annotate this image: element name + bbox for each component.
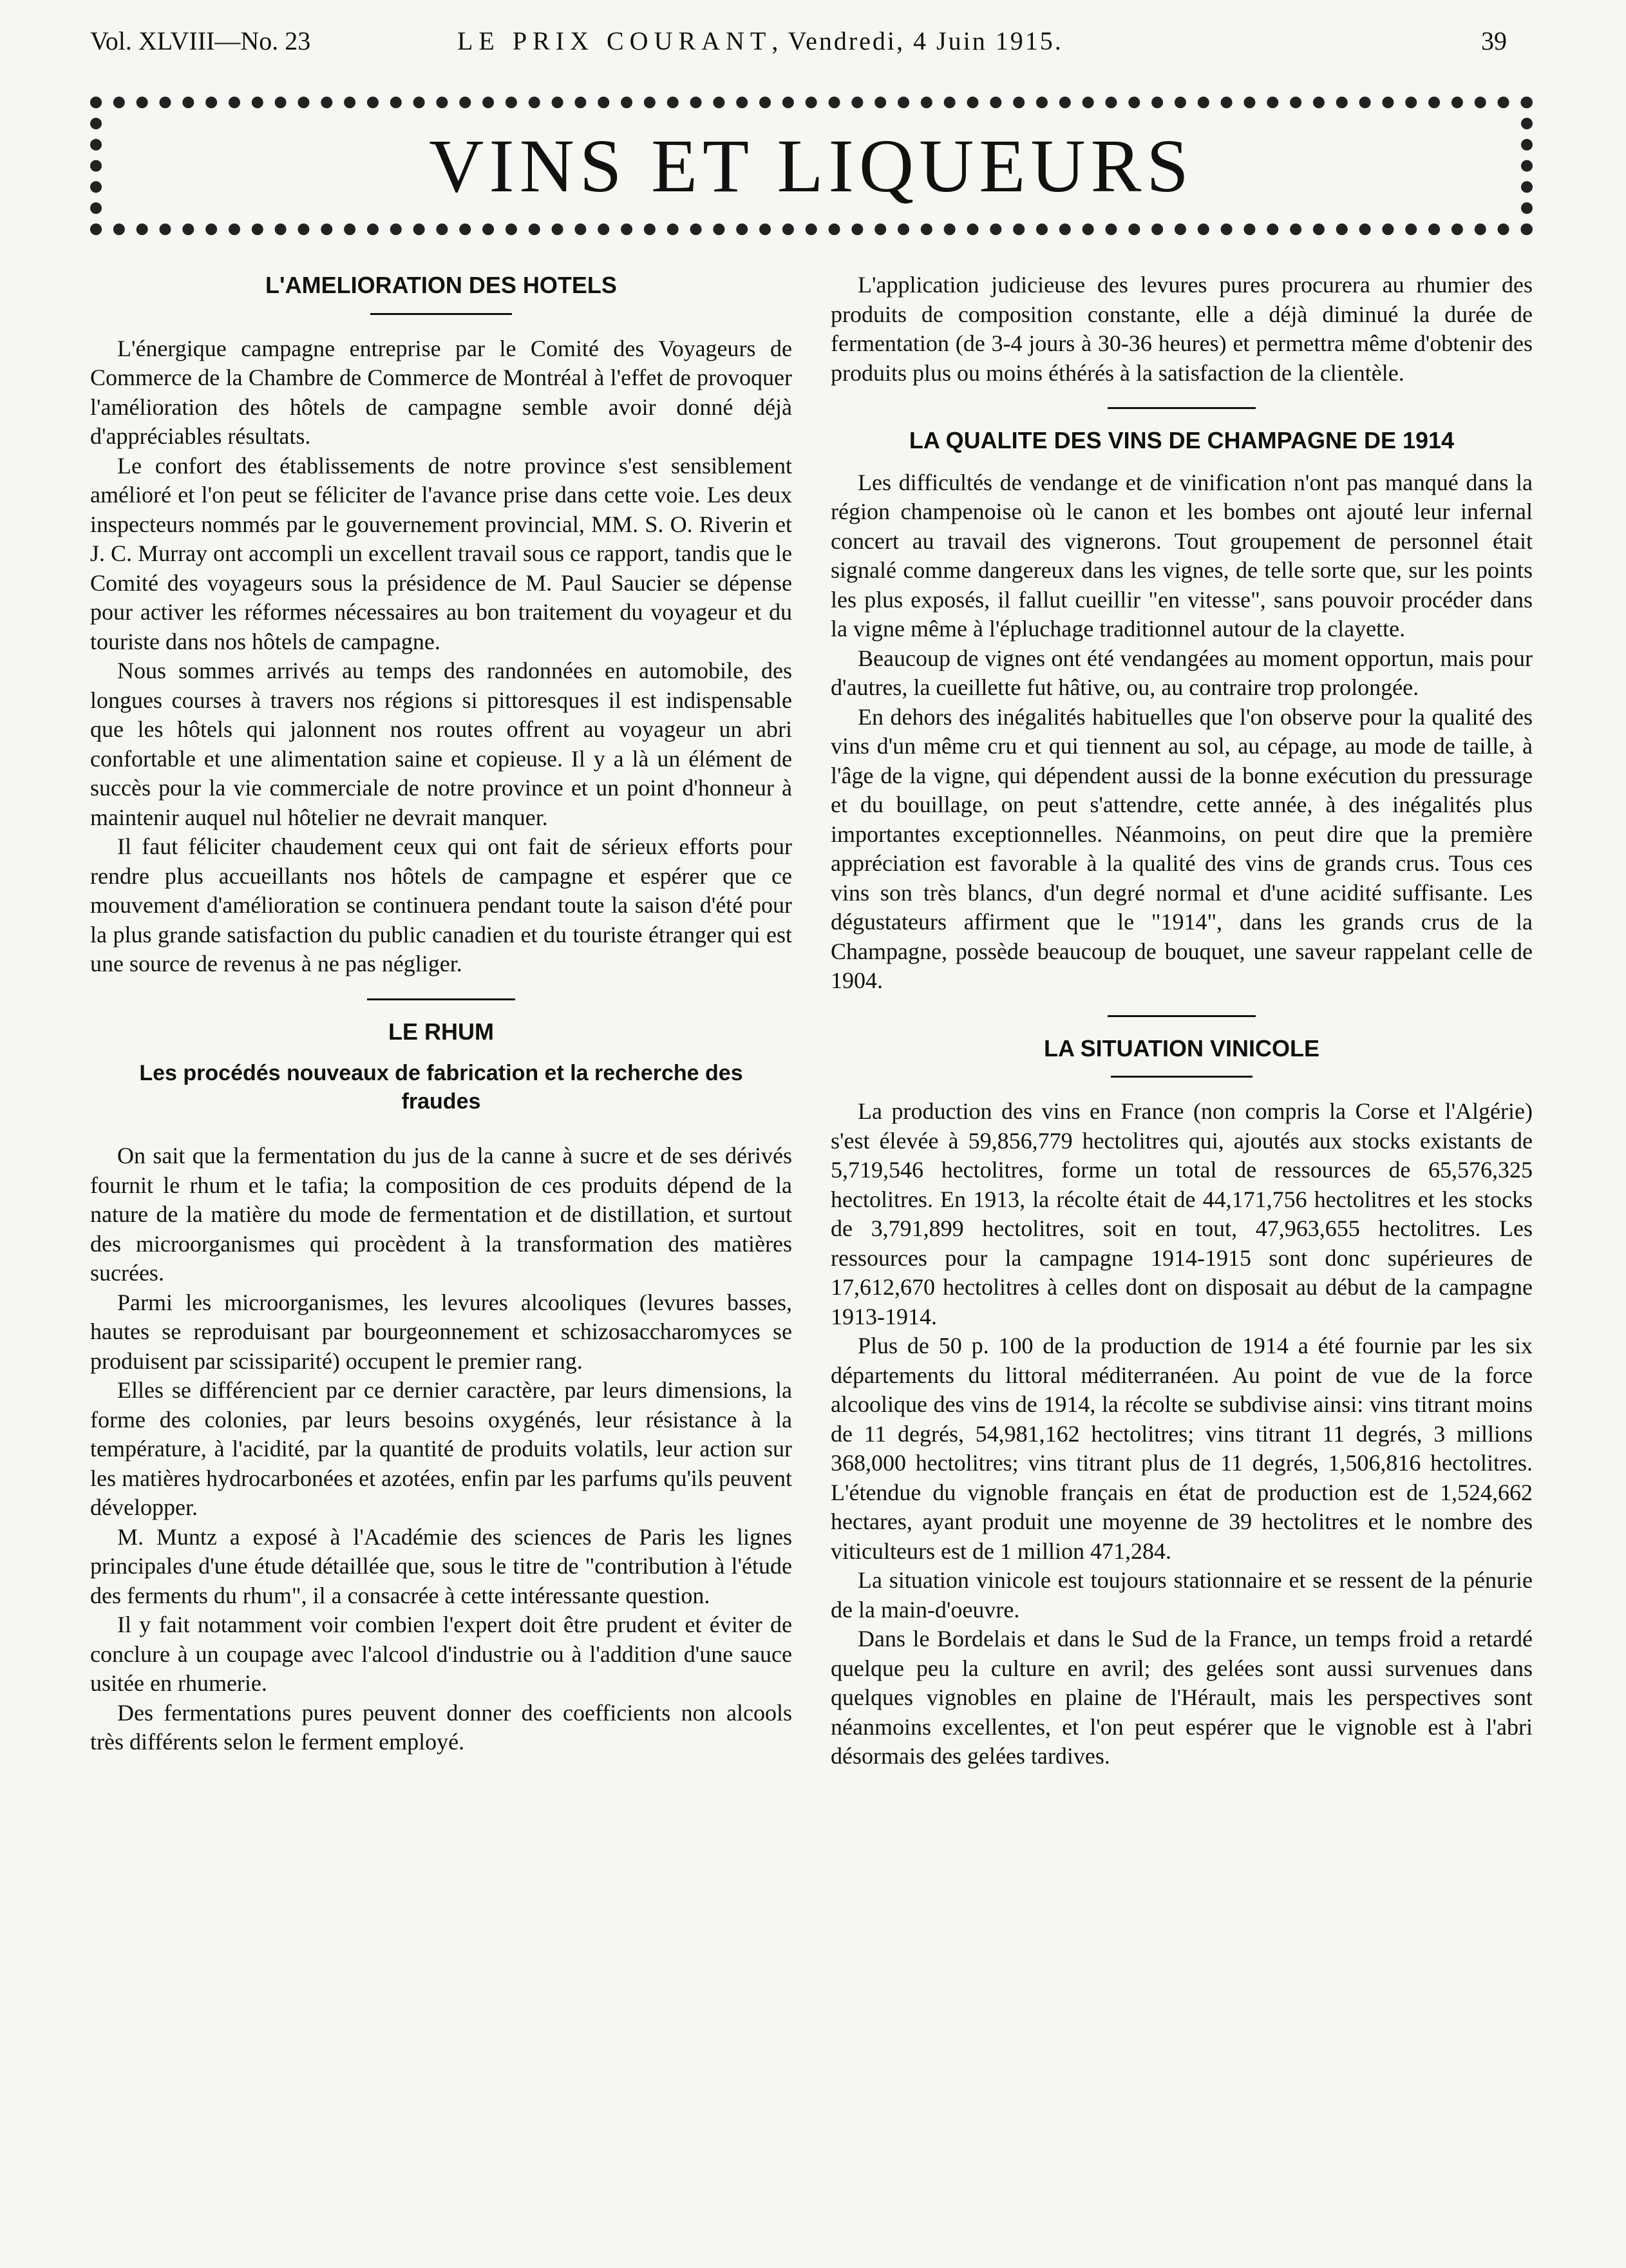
article-hotels bbox=[90, 271, 792, 979]
running-head bbox=[90, 26, 1507, 64]
issue-date: , Vendredi, 4 Juin 1915. bbox=[771, 26, 1063, 55]
article-situation-vinicole bbox=[831, 1034, 1533, 1771]
article-paragraph: La production des vins en France (non compris la Corse et l'Algérie) s'est élevée à 59,856,779 hectolitres qui, ajoutés aux stocks existants de 5,719,546 hectolitres, forme un total de ressources de 65,576,325 hectolitres. En 1913, la récolte était de 44,171,756 hectolitres et les stocks de 3,791,899 hectolitres, soit en tout, 47,963,655 hectolitres. Les ressources pour la campagne 1914-1915 sont donc supérieures de 17,612,670 hectolitres à celles dont on disposait au début de la campagne 1913-1914. bbox=[831, 1098, 1533, 1329]
article-paragraph: Des fermentations pures peuvent donner des coefficients non alcools très différents selon le ferment employé. bbox=[90, 1699, 792, 1755]
volume-number: Vol. XLVIII—No. 23 bbox=[90, 26, 311, 55]
article-paragraph: Le confort des établissements de notre province s'est sensiblement amélioré et l'on peut se féliciter de l'avance prise dans cette voie. Les deux inspecteurs nommés par le gouvernement provincial, MM. S. O. Riverin et J. C. Murray ont accompli un excellent travail sous ce rapport, tandis que le Comité des voyageurs sous la présidence de M. Paul Saucier se dépense pour activer les réformes nécessaires au bon traitement du voyageur et du touriste dans nos hôtels de campagne. bbox=[90, 452, 792, 654]
article-paragraph: La situation vinicole est toujours stationnaire et se ressent de la pénurie de la main-d'oeuvre. bbox=[831, 1567, 1533, 1623]
article-rhum bbox=[90, 1017, 792, 1757]
article-paragraph: Parmi les microorganismes, les levures alcooliques (levures basses, hautes se reproduisant par bourgeonnement et schizosaccharomyces se produisent par scissiparité) occupent le premier rang. bbox=[90, 1289, 792, 1374]
title-rule bbox=[370, 313, 512, 315]
article-paragraph: Plus de 50 p. 100 de la production de 1914 a été fournie par les six départements du littoral méditerranéen. Au point de vue de la force alcoolique des vins de 1914, la récolte se subdivise ainsi: vins titrant moins de 11 degrés, 54,981,162 hectolitres; vins titrant 11 degrés, 3 millions 368,000 hectolitres; vins titrant plus de 11 degrés, 1,506,816 hectolitres. L'étendue du vignoble français en état de production est de 1,524,662 hectares, ayant produit une moyenne de 39 hectolitres et le nombre des viticulteurs est de 1 million 471,284. bbox=[831, 1333, 1533, 1564]
section-banner bbox=[90, 97, 1533, 235]
masthead-line bbox=[457, 26, 1063, 56]
article-paragraph: L'énergique campagne entreprise par le Comité des Voyageurs de Commerce de la Chambre de Commerce de Montréal à l'effet de provoquer l'amélioration des hôtels de campagne semble avoir donné déjà d'appréciables résultats. bbox=[90, 335, 792, 449]
article-paragraph: Il y fait notamment voir combien l'expert doit être prudent et éviter de conclure à un coupage avec l'alcool d'industrie ou à l'addition d'une sauce usitée en rhumerie. bbox=[90, 1612, 792, 1696]
article-paragraph: Elles se différencient par ce dernier caractère, par leurs dimensions, la forme des colonies, par leurs besoins oxygénés, leur résistance à la température, à l'acidité, par la quantité de produits volatils, leur action sur les matières hydrocarbonées et azotées, enfin par les parfums qu'ils peuvent développer. bbox=[90, 1377, 792, 1520]
right-column bbox=[831, 271, 1533, 1771]
article-title: LE RHUM bbox=[388, 1018, 494, 1045]
article-title: LA SITUATION VINICOLE bbox=[1044, 1034, 1319, 1062]
continued-paragraph: L'application judicieuse des levures pures procurera au rhumier des produits de composition constante, elle a déjà diminué la durée de fermentation (de 3-4 jours à 30-36 heures) et permettra même d'obtenir des produits plus ou moins éthérés à la satisfaction de la clientèle. bbox=[831, 272, 1533, 386]
article-paragraph: Dans le Bordelais et dans le Sud de la France, un temps froid a retardé quelque peu la culture en avril; des gelées sont aussi survenues dans quelques vignobles en plaine de l'Hérault, mais les perspectives sont néanmoins excellentes, et l'on peut espérer que le vignoble est à l'abri désormais des gelées tardives. bbox=[831, 1626, 1533, 1769]
article-title: LA QUALITE DES VINS DE CHAMPAGNE DE 1914 bbox=[909, 427, 1455, 453]
article-paragraph: Les difficultés de vendange et de vinification n'ont pas manqué dans la région champenoise où le canon et les bombes ont ajouté leur infernal concert au travail des vignerons. Tout groupement de personnel était signalé comme dangereux dans les vignes, de telle sorte que, sur les points les plus exposés, il fallut cueillir "en vitesse", sans pouvoir procéder dans la vigne même à l'épluchage traditionnel autour de la clayette. bbox=[831, 469, 1533, 642]
section-divider bbox=[367, 998, 515, 1000]
article-paragraph: On sait que la fermentation du jus de la canne à sucre et de ses dérivés fournit le rhum et le tafia; la composition de ces produits dépend de la nature de la matière du mode de fermentation et de distillation, et surtout des microorganismes qui procèdent à la transformation des matières sucrées. bbox=[90, 1143, 792, 1286]
article-paragraph: Nous sommes arrivés au temps des randonnées en automobile, des longues courses à travers nos régions si pittoresques il est indispensable que les hôtels qui jalonnent nos routes offrent au voyageur un abri confortable et une alimentation saine et copieuse. Il y a là un élément de succès pour la vie commerciale de notre province et un point d'honneur à maintenir auquel nul hôtelier ne devrait manquer. bbox=[90, 658, 792, 830]
section-divider bbox=[1108, 407, 1256, 409]
left-column bbox=[90, 271, 792, 1757]
article-paragraph: En dehors des inégalités habituelles que l'on observe pour la qualité des vins d'un même cru et qui tiennent au sol, au cépage, au mode de taille, à l'âge de la vigne, qui dépendent aussi de la bonne exécution du pressurage et du bouillage, on peut s'attendre, cette année, à des inégalités plus importantes exceptionnelles. Néanmoins, on peut dire que la première appréciation est favorable à la qualité des vins de grands crus. Tous ces vins son très blancs, d'un degré normal et d'une acidité suffisante. Les dégustateurs affirment que le "1914", dans les grands crus de la Champagne, possède beaucoup de bouquet, une saveur rappelant celle de 1904. bbox=[831, 703, 1533, 993]
article-title: L'AMELIORATION DES HOTELS bbox=[265, 272, 617, 298]
article-paragraph: M. Muntz a exposé à l'Académie des sciences de Paris les lignes principales d'une étude détaillée que, sous le titre de "contribution à l'étude des ferments du rhum", il a consacrée à cette intéressante question. bbox=[90, 1523, 792, 1608]
publication-name: LE PRIX COURANT bbox=[457, 26, 772, 55]
article-paragraph: Il faut féliciter chaudement ceux qui ont fait de sérieux efforts pour rendre plus accueillants nos hôtels de campagne et espérer que ce mouvement d'amélioration se continuera pendant toute la saison d'été pour la plus grande satisfaction du public canadien et du touriste étranger qui est une source de revenus à ne pas négliger. bbox=[90, 834, 792, 977]
section-title: VINS ET LIQUEURS bbox=[429, 124, 1194, 208]
article-subtitle: Les procédés nouveaux de fabrication et la recherche des fraudes bbox=[139, 1061, 743, 1114]
page-number: 39 bbox=[1481, 26, 1507, 55]
article-paragraph: Beaucoup de vignes ont été vendangées au moment opportun, mais pour d'autres, la cueillette fut hâtive, ou, au contraire trop prolongée. bbox=[831, 645, 1533, 700]
section-divider bbox=[1108, 1015, 1256, 1017]
article-champagne bbox=[831, 426, 1533, 996]
title-rule bbox=[1111, 1076, 1253, 1078]
